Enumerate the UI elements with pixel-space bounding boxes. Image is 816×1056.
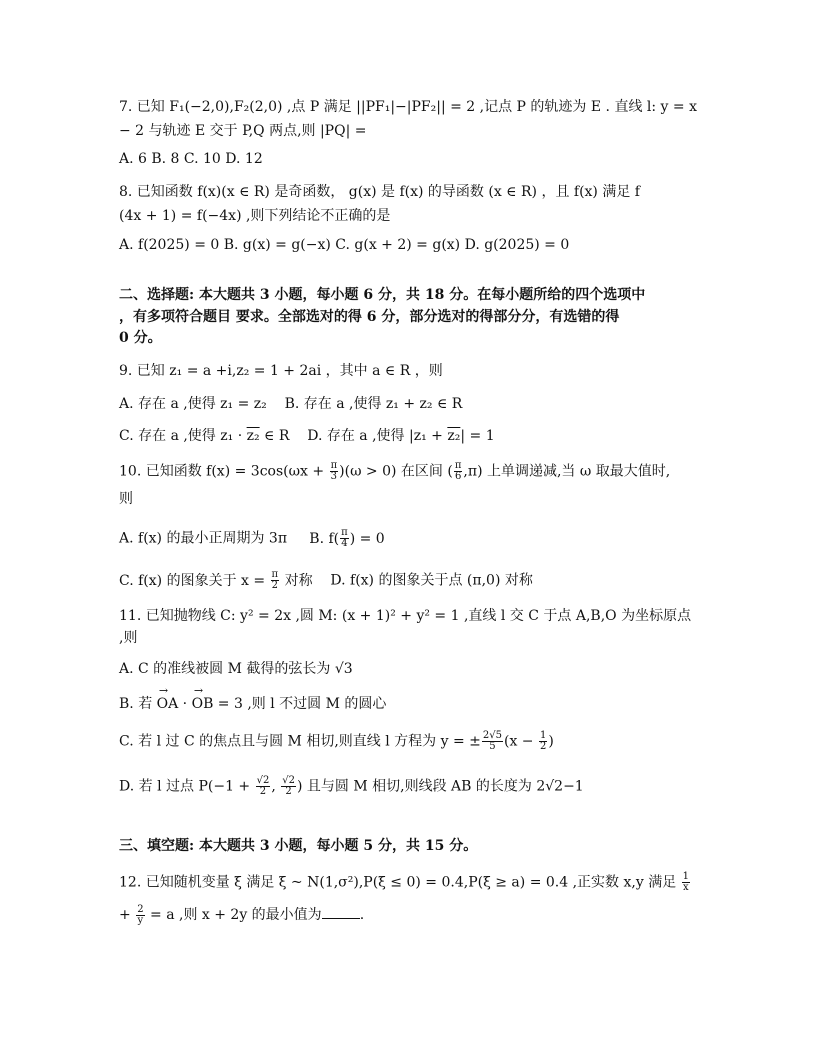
q9-options-ab	[119, 394, 462, 414]
q12-line1: 12. 已知随机变量 ξ 满足 ξ ~ N(1,σ²),P(ξ ≤ 0) = 0.4,P(ξ ≥ a) = 0.4 ,正实数 x,y 满足 $\frac{1}{x}$	[119, 871, 690, 893]
q7-options: A. 6 B. 8 C. 10 D. 12	[119, 151, 263, 167]
q10-option-b: B. f( $\frac{\pi}{4}$ ) = 0	[309, 527, 385, 549]
q8-line1: 8. 已知函数 f(x)(x ∈ R) 是奇函数， g(x) 是 f(x) 的导函数 (x ∈ R) ，且 f(x) 满足 f	[119, 184, 640, 200]
q10-line2: 则	[119, 491, 133, 507]
q9-stem: 9. 已知 z₁ = a +i,z₂ = 1 + 2ai ，其中 a ∈ R ，则	[119, 363, 443, 379]
section2-line2: ，有多项符合题目 要求。全部选对的得 6 分，部分选对的得部分分，有选错的得	[119, 309, 620, 325]
q11-option-b: B. 若 → OA · → OB = 3 ,则 l 不过圆 M 的圆心	[119, 694, 386, 714]
q8-options: A. f(2025) = 0 B. g(x) = g(−x) C. g(x + 2) = g(x) D. g(2025) = 0	[119, 237, 570, 253]
section2-line3: 0 分。	[119, 330, 162, 346]
q10-options-cd	[119, 570, 533, 591]
q11-option-c: C. 若 l 过 C 的焦点且与圆 M 相切,则直线 l 方程为 y = ± $\frac{2√5}{5}$ (x − $\frac{1}{2}$ )	[119, 730, 554, 752]
section2-line1: 二、选择题: 本大题共 3 小题，每小题 6 分，共 18 分。在每小题所给的四个选项中	[119, 287, 646, 303]
q9-options-cd	[119, 426, 495, 446]
q11-line1: 11. 已知抛物线 C: y² = 2x ,圆 M: (x + 1)² + y² = 1 ,直线 l 交 C 于点 A,B,O 为坐标原点	[119, 608, 692, 624]
q11-line2: ,则	[119, 630, 138, 646]
q7-line1: 7. 已知 F₁(−2,0),F₂(2,0) ,点 P 满足 ||PF₁|−|PF₂|| = 2 ,记点 P 的轨迹为 E . 直线 l: y = x	[119, 99, 697, 115]
answer-blank[interactable]	[322, 904, 360, 919]
q10-option-c: C. f(x) 的图象关于 x = $\frac{\pi}{2}$ 对称	[119, 569, 313, 591]
q11-option-d: D. 若 l 过点 P(−1 + $\frac{√2}{2}$ , $\frac{√2}{2}$ ) 且与圆 M 相切,则线段 AB 的长度为 2√2−1	[119, 775, 584, 797]
q9-option-b: B. 存在 a ,使得 z₁ + z₂ ∈ R	[284, 396, 463, 412]
q12-line2: + $\frac{2}{y}$ = a ,则 x + 2y 的最小值为 .	[119, 903, 365, 926]
q9-option-a: A. 存在 a ,使得 z₁ = z₂	[119, 396, 267, 412]
q10-option-d: D. f(x) 的图象关于点 (π,0) 对称	[330, 572, 533, 589]
q9-option-c: C. 存在 a ,使得 z₁ · z₂ ∈ R	[119, 428, 290, 444]
q10-option-a: A. f(x) 的最小正周期为 3π	[119, 530, 288, 547]
q10-stem: 10. 已知函数 f(x) = 3cos(ωx + $\frac{\pi}{3}$ )(ω > 0) 在区间 ( $\frac{\pi}{6}$ ,π) 上单调递减,当 ω 取最大值时,	[119, 460, 671, 482]
q10-options-ab	[119, 528, 385, 549]
section3-title: 三、填空题: 本大题共 3 小题，每小题 5 分，共 15 分。	[119, 838, 478, 854]
q9-option-d: D. 存在 a ,使得 |z₁ + z₂| = 1	[307, 428, 495, 444]
q7-line2: − 2 与轨迹 E 交于 P,Q 两点,则 |PQ| =	[119, 123, 367, 139]
q11-option-a: A. C 的准线被圆 M 截得的弦长为 √3	[119, 661, 353, 677]
q8-line2: (4x + 1) = f(−4x) ,则下列结论不正确的是	[119, 208, 391, 224]
